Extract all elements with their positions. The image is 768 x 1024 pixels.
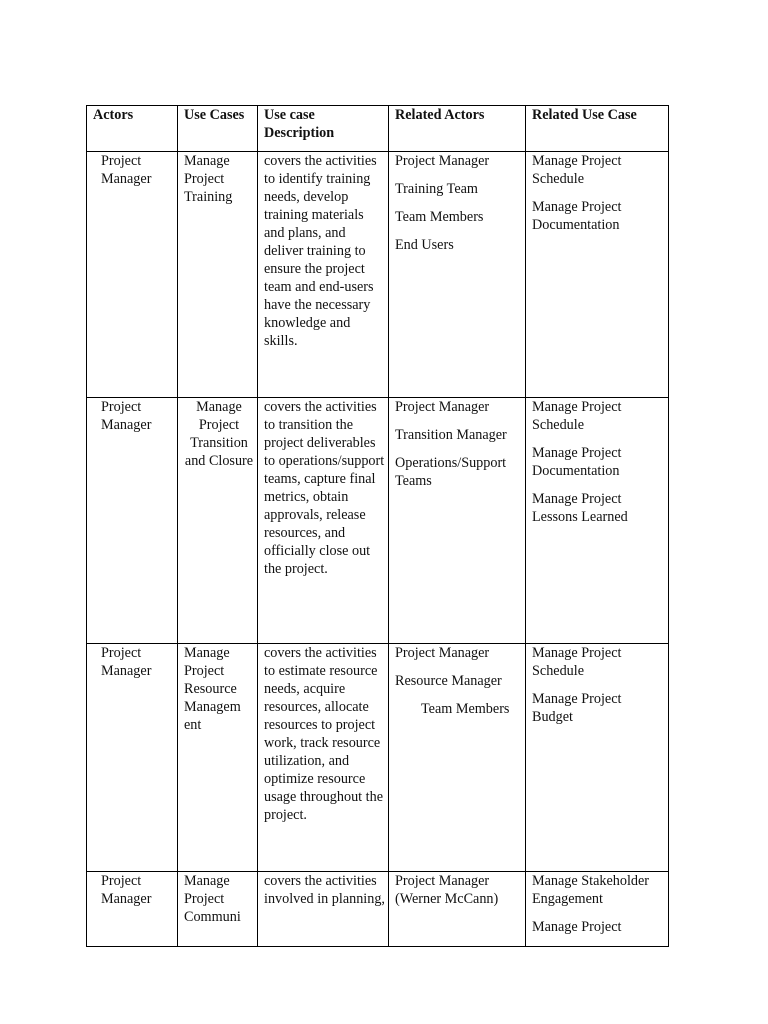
related-actor: Transition Manager	[395, 427, 507, 443]
actor-cell: Project Manager	[87, 398, 178, 644]
related-actor: Resource Manager	[395, 673, 502, 689]
related-use-case: Manage Project Schedule	[532, 153, 622, 187]
related-use-cases-cell	[526, 398, 669, 644]
description-cell: covers the activities involved in planning,	[258, 872, 389, 947]
related-actor: Project Manager (Werner McCann)	[395, 873, 499, 907]
actor-cell: Project Manager	[87, 872, 178, 947]
related-use-case: Manage Project	[532, 919, 622, 935]
description-cell: covers the activities to estimate resource needs, acquire resources, allocate resources to project work, track resource utilization, and optimize resource usage throughout the project.	[258, 644, 389, 872]
header-actors: Actors	[87, 106, 178, 152]
related-use-cases-cell	[526, 872, 669, 947]
related-actor: End Users	[395, 237, 454, 253]
related-actors-cell	[389, 152, 526, 398]
description-cell: covers the activities to transition the project deliverables to operations/support teams, capture final metrics, obtain approvals, release resources, and officially close out the project.	[258, 398, 389, 644]
description-cell: covers the activities to identify training needs, develop training materials and plans, and deliver training to ensure the project team and end-users have the necessary knowledge and skills.	[258, 152, 389, 398]
related-use-case: Manage Project Schedule	[532, 645, 622, 679]
related-use-case: Manage Project Schedule	[532, 399, 622, 433]
header-description: Use case Description	[258, 106, 389, 152]
use-case-cell: Manage Project Training	[178, 152, 258, 398]
related-actor: Project Manager	[395, 645, 490, 661]
use-case-table	[86, 105, 669, 947]
related-actor: Training Team	[395, 181, 478, 197]
table-row	[87, 398, 669, 644]
related-use-cases-cell	[526, 644, 669, 872]
related-actors-cell	[389, 398, 526, 644]
actor-cell: Project Manager	[87, 152, 178, 398]
related-use-cases-cell	[526, 152, 669, 398]
header-use-cases: Use Cases	[178, 106, 258, 152]
header-related-use-case: Related Use Case	[526, 106, 669, 152]
related-use-case: Manage Stakeholder Engagement	[532, 873, 650, 907]
use-case-cell: Manage Project Resource Managem ent	[178, 644, 258, 872]
related-actors-cell	[389, 644, 526, 872]
use-case-cell: Manage Project Communi	[178, 872, 258, 947]
header-related-actors: Related Actors	[389, 106, 526, 152]
use-case-cell: Manage Project Transition and Closure	[178, 398, 258, 644]
table-row	[87, 872, 669, 947]
related-use-case: Manage Project Documentation	[532, 199, 622, 233]
related-use-case: Manage Project Documentation	[532, 445, 622, 479]
related-actor: Project Manager	[395, 153, 490, 169]
related-actor: Team Members	[395, 209, 484, 225]
header-row	[87, 106, 669, 152]
related-actor: Project Manager	[395, 399, 490, 415]
related-actor: Operations/Support Teams	[395, 455, 507, 489]
related-use-case: Manage Project Budget	[532, 691, 622, 725]
related-actor: Team Members	[421, 701, 510, 717]
related-use-case: Manage Project Lessons Learned	[532, 491, 628, 525]
actor-cell: Project Manager	[87, 644, 178, 872]
related-actors-cell	[389, 872, 526, 947]
table-row	[87, 152, 669, 398]
table-row	[87, 644, 669, 872]
